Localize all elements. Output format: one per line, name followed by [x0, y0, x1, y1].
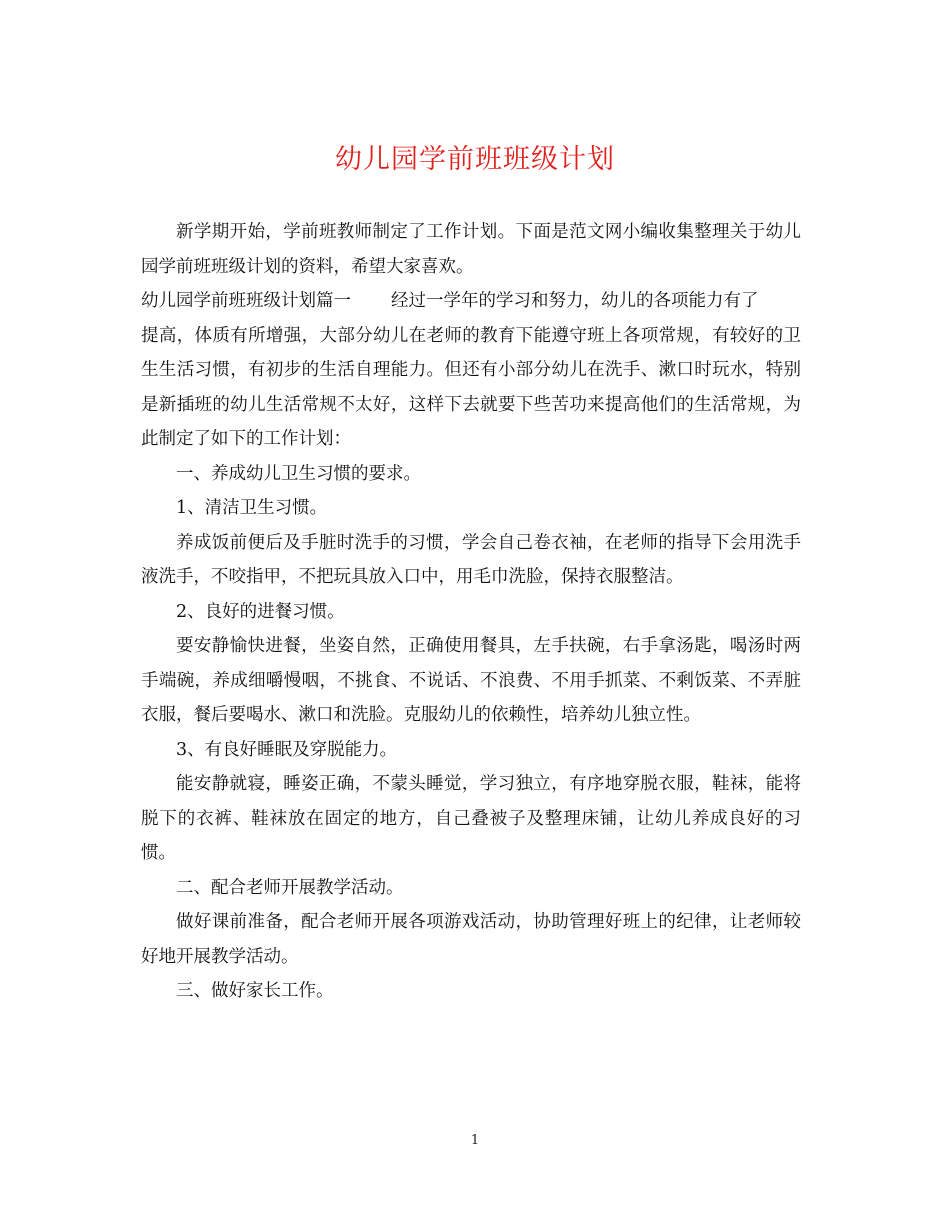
section-lead-line [141, 284, 801, 319]
intro-paragraph: 新学期开始，学前班教师制定了工作计划。下面是范文网小编收集整理关于幼儿园学前班班级计划的资料，希望大家喜欢。 [141, 222, 801, 277]
heading-parents: 三、做好家长工作。 [176, 981, 334, 1001]
body-paragraph: 养成饭前便后及手脏时洗手的习惯，学会自己卷衣袖，在老师的指导下会用洗手液洗手，不咬指甲，不把玩具放入口中，用毛巾洗脸，保持衣服整洁。 [141, 532, 801, 587]
body-paragraph: 做好课前准备，配合老师开展各项游戏活动，协助管理好班上的纪律，让老师较好地开展教学活动。 [141, 912, 801, 967]
heading-teaching: 二、配合老师开展教学活动。 [176, 877, 404, 898]
section-lead-text: 经过一学年的学习和努力，幼儿的各项能力有了 [391, 291, 759, 311]
heading-hygiene: 一、养成幼儿卫生习惯的要求。 [176, 463, 421, 484]
subheading-sleep: 3、有良好睡眠及穿脱能力。 [176, 739, 398, 760]
document-body [141, 215, 801, 1009]
page-number: 1 [470, 1133, 480, 1148]
body-paragraph: 要安静愉快进餐，坐姿自然，正确使用餐具，左手扶碗，右手拿汤匙，喝汤时两手端碗，养成细嚼慢咽，不挑食、不说话、不浪费、不用手抓菜、不剩饭菜、不弄脏衣服，餐后要喝水、漱口和洗脸。克服幼儿的依赖性，培养幼儿独立性。 [141, 636, 801, 725]
document-title: 幼儿园学前班班级计划 [335, 144, 615, 175]
subheading-eating: 2、良好的进餐习惯。 [176, 601, 345, 622]
subheading-cleanliness: 1、清洁卫生习惯。 [176, 498, 328, 518]
section-heading: 幼儿园学前班班级计划篇一 [141, 291, 351, 311]
body-paragraph: 能安静就寝，睡姿正确，不蒙头睡觉，学习独立，有序地穿脱衣服，鞋袜，能将脱下的衣裤、鞋袜放在固定的地方，自己叠被子及整理床铺，让幼儿养成良好的习惯。 [141, 774, 801, 863]
body-paragraph: 提高，体质有所增强，大部分幼儿在老师的教育下能遵守班上各项常规，有较好的卫生生活习惯，有初步的生活自理能力。但还有小部分幼儿在洗手、漱口时玩水，特别是新插班的幼儿生活常规不太好，这样下去就要下些苦功来提高他们的生活常规，为此制定了如下的工作计划： [141, 325, 801, 449]
